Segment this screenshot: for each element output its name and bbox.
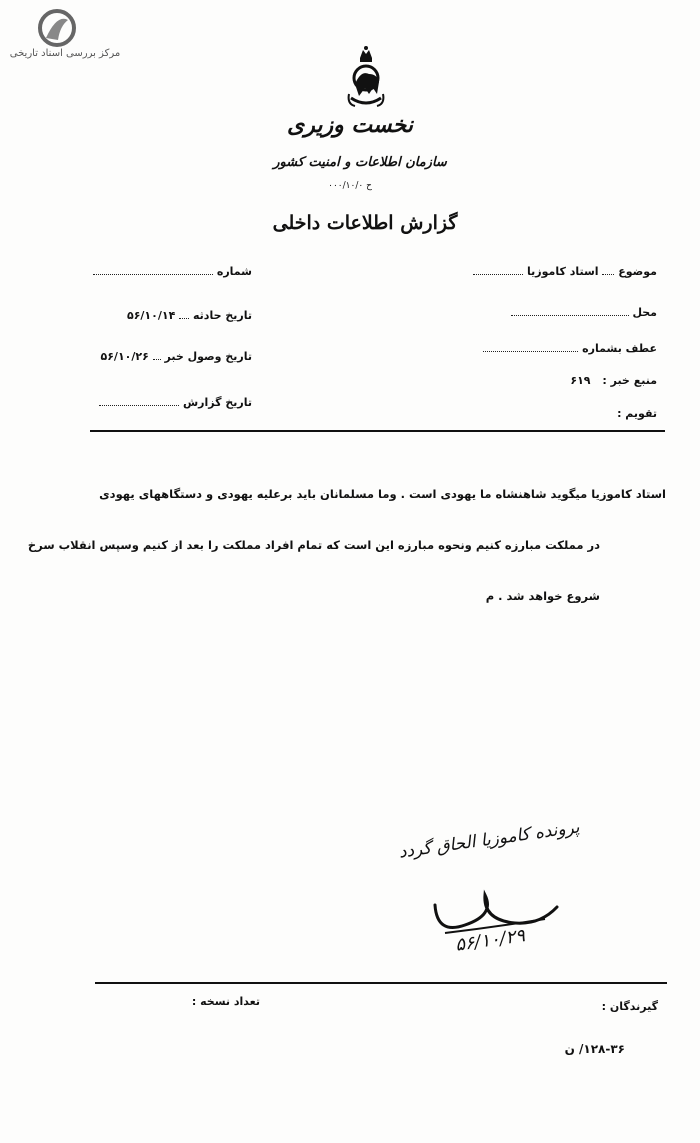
copies-label: تعداد نسخه : (191, 995, 260, 1008)
subject-field (473, 265, 657, 278)
subject-label: موضوع (618, 265, 657, 278)
incident-date-field (127, 309, 252, 322)
handwritten-date: ۵۶/۱۰/۲۹ (453, 925, 527, 956)
report-date-field (99, 396, 252, 409)
attachment-label: عطف بشماره (582, 342, 657, 355)
source-field (570, 374, 657, 387)
received-date-field (101, 350, 253, 363)
incident-date-value: ۵۶/۱۰/۱۴ (126, 309, 176, 322)
body-line-1: استاد کاموزیا میگوید شاهنشاه ما یهودی است . وما مسلمانان باید برعلیه یهودی و دستگاههای یهودی (99, 487, 666, 501)
number-label: شماره (216, 265, 252, 278)
body-line-2: در مملکت مبارزه کنیم ونحوه مبارزه این است که تمام افراد مملکت را بعد از کنیم وسپس انقلاب سرخ (27, 538, 600, 552)
lion-and-sun-emblem-icon (343, 44, 389, 114)
handwritten-note: پرونده کاموزیا الحاق گردد (397, 817, 581, 863)
subject-value: استاد کاموزیا (527, 265, 599, 278)
incident-date-label: تاریخ حادثه (193, 309, 252, 322)
report-date-label: تاریخ گزارش (182, 396, 252, 409)
ministry-title: نخست وزیری (287, 112, 413, 138)
assessment-label: تقویم : (617, 407, 657, 420)
header-number: ۰۰۰/۱۰/۰ ح (328, 181, 372, 191)
place-field (511, 306, 657, 319)
attachment-field (483, 342, 657, 355)
source-value: ۶۱۹ (570, 374, 591, 387)
archive-watermark-text: مرکز بررسی اسناد تاریخی (9, 48, 121, 59)
recipients-label: گیرندگان : (601, 1000, 658, 1013)
footer-separator (95, 982, 667, 984)
body-line-3: شروع خواهد شد . م (485, 589, 600, 603)
header-separator (90, 430, 665, 432)
report-title: گزارش اطلاعات داخلی (272, 212, 458, 234)
source-label: منبع خبر : (602, 374, 657, 387)
received-date-label: تاریخ وصول خبر (164, 350, 252, 363)
archive-logo-icon (36, 8, 78, 48)
number-field (93, 265, 252, 278)
organization-name: سازمان اطلاعات و امنیت کشور (273, 155, 447, 170)
received-date-value: ۵۶/۱۰/۲۶ (100, 350, 149, 363)
document-code: ۱۲۸-۳۶/ ن (564, 1042, 625, 1056)
assessment-field (617, 407, 657, 420)
place-label: محل (632, 306, 657, 319)
